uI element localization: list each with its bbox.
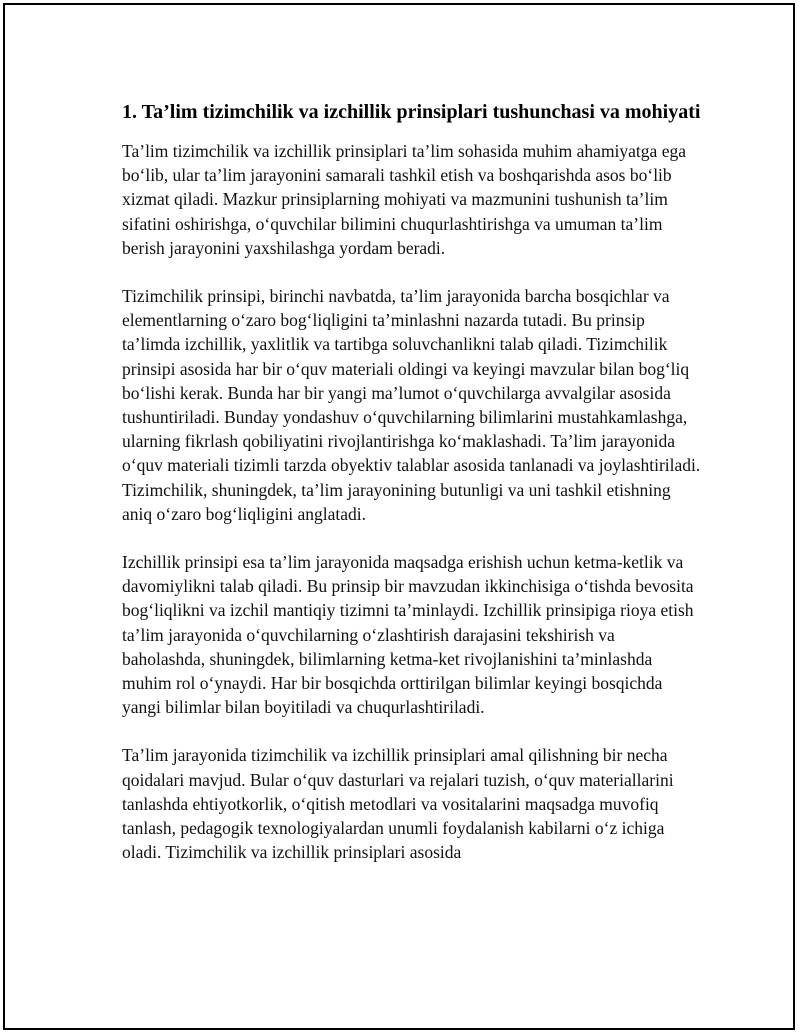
document-body (122, 99, 702, 888)
page-frame (3, 3, 795, 1030)
paragraph-consistency-principle: Izchillik prinsipi esa ta’lim jarayonida maqsadga erishish uchun ketma-ketlik va davomiylikni talab qiladi. Bu prinsip bir mavzudan ikkinchisiga o‘tishda bevosita bog‘liqlikni va izchil mantiqiy tizimni ta’minlaydi. Izchillik prinsipiga rioya etish ta’lim jarayonida o‘quvchilarning o‘zlashtirish darajasini tekshirish va baholashda, shuningdek, bilimlarning ketma-ket rivojlanishini ta’minlashda muhim rol o‘ynaydi. Har bir bosqichda orttirilgan bilimlar keyingi bosqichda yangi bilimlar bilan boyitiladi va chuqurlashtiriladi. (122, 552, 694, 718)
paragraph-intro: Ta’lim tizimchilik va izchillik prinsiplari ta’lim sohasida muhim ahamiyatga ega bo‘lib, ular ta’lim jarayonini samarali tashkil etish va boshqarishda asos bo‘lib xizmat qiladi. Mazkur prinsiplarning mohiyati va mazmunini tushunish ta’lim sifatini oshirishga, o‘quvchilar bilimini chuqurlashtirishga va umuman ta’lim berish jarayonini yaxshilashga yordam beradi. (122, 141, 686, 258)
paragraph-systematic-principle: Tizimchilik prinsipi, birinchi navbatda, ta’lim jarayonida barcha bosqichlar va elementlarning o‘zaro bog‘liqligini ta’minlashni nazarda tutadi. Bu prinsip ta’limda izchillik, yaxlitlik va tartibga soluvchanlikni talab qiladi. Tizimchilik prinsipi asosida har bir o‘quv materiali oldingi va keyingi mavzular bilan bog‘liq bo‘lishi kerak. Bunda har bir yangi ma’lumot o‘quvchilarga avvalgilar asosida tushuntiriladi. Bunday yondashuv o‘quvchilarning bilimlarini mustahkamlashga, ularning fikrlash qobiliyatini rivojlantirishga ko‘maklashadi. Ta’lim jarayonida o‘quv materiali tizimli tarzda obyektiv talablar asosida tanlanadi va joylashtiriladi. Tizimchilik, shuningdek, ta’lim jarayonining butunligi va uni tashkil etishning aniq o‘zaro bog‘liqligini anglatadi. (122, 286, 701, 524)
paragraph-rules: Ta’lim jarayonida tizimchilik va izchillik prinsiplari amal qilishning bir necha qoidalari mavjud. Bular o‘quv dasturlari va rejalari tuzish, o‘quv materiallarini tanlashda ehtiyotkorlik, o‘qitish metodlari va vositalarini maqsadga muvofiq tanlash, pedagogik texnologiyalardan unumli foydalanish kabilarni o‘z ichiga oladi. Tizimchilik va izchillik prinsiplari asosida (122, 745, 674, 863)
section-heading: 1. Ta’lim tizimchilik va izchillik prinsiplari tushunchasi va mohiyati (122, 101, 701, 123)
